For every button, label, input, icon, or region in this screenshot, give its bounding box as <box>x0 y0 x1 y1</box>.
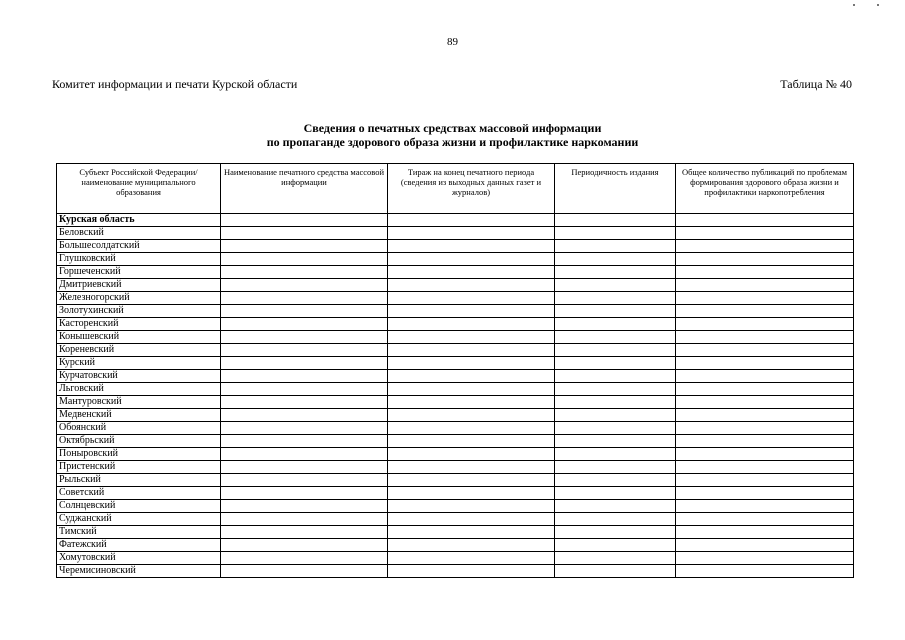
publications-count-cell[interactable] <box>676 253 854 266</box>
municipality-name: Октябрьский <box>57 435 221 448</box>
periodicity-cell[interactable] <box>555 565 676 578</box>
municipality-name: Горшеченский <box>57 266 221 279</box>
municipality-name: Курская область <box>57 214 221 227</box>
municipality-name: Касторенский <box>57 318 221 331</box>
municipality-name: Поныровский <box>57 448 221 461</box>
media-name-cell[interactable] <box>221 292 388 305</box>
publications-count-cell[interactable] <box>676 526 854 539</box>
media-name-cell[interactable] <box>221 513 388 526</box>
media-name-cell[interactable] <box>221 474 388 487</box>
media-name-cell[interactable] <box>221 227 388 240</box>
table-row <box>57 214 854 227</box>
circulation-cell[interactable] <box>388 292 555 305</box>
municipality-name: Пристенский <box>57 461 221 474</box>
municipality-name: Мантуровский <box>57 396 221 409</box>
publications-count-cell[interactable] <box>676 500 854 513</box>
municipality-name: Золотухинский <box>57 305 221 318</box>
publications-count-cell[interactable] <box>676 435 854 448</box>
municipality-name: Тимский <box>57 526 221 539</box>
media-name-cell[interactable] <box>221 552 388 565</box>
publications-count-cell[interactable] <box>676 240 854 253</box>
publications-count-cell[interactable] <box>676 318 854 331</box>
publications-count-cell[interactable] <box>676 513 854 526</box>
media-name-cell[interactable] <box>221 448 388 461</box>
table-row <box>57 435 854 448</box>
media-name-cell[interactable] <box>221 266 388 279</box>
circulation-cell[interactable] <box>388 253 555 266</box>
periodicity-cell[interactable] <box>555 357 676 370</box>
table-row <box>57 331 854 344</box>
table-row <box>57 357 854 370</box>
circulation-cell[interactable] <box>388 500 555 513</box>
circulation-cell[interactable] <box>388 448 555 461</box>
header-subject: Субъект Российской Федерации/наименование муниципального образования <box>57 164 221 214</box>
media-name-cell[interactable] <box>221 435 388 448</box>
municipality-name: Глушковский <box>57 253 221 266</box>
periodicity-cell[interactable] <box>555 383 676 396</box>
circulation-cell[interactable] <box>388 526 555 539</box>
scan-speck <box>853 4 855 6</box>
table-row <box>57 344 854 357</box>
publications-count-cell[interactable] <box>676 409 854 422</box>
committee-name: Комитет информации и печати Курской области <box>52 77 298 91</box>
circulation-cell[interactable] <box>388 396 555 409</box>
media-name-cell[interactable] <box>221 539 388 552</box>
table-row <box>57 448 854 461</box>
circulation-cell[interactable] <box>388 539 555 552</box>
publications-count-cell[interactable] <box>676 565 854 578</box>
table-row <box>57 474 854 487</box>
circulation-cell[interactable] <box>388 266 555 279</box>
circulation-cell[interactable] <box>388 513 555 526</box>
media-name-cell[interactable] <box>221 422 388 435</box>
table-body <box>57 214 854 578</box>
periodicity-cell[interactable] <box>555 526 676 539</box>
circulation-cell[interactable] <box>388 331 555 344</box>
periodicity-cell[interactable] <box>555 292 676 305</box>
circulation-cell[interactable] <box>388 240 555 253</box>
publications-count-cell[interactable] <box>676 227 854 240</box>
publications-count-cell[interactable] <box>676 279 854 292</box>
publications-count-cell[interactable] <box>676 422 854 435</box>
municipality-name: Дмитриевский <box>57 279 221 292</box>
circulation-cell[interactable] <box>388 318 555 331</box>
municipality-name: Фатежский <box>57 539 221 552</box>
media-name-cell[interactable] <box>221 305 388 318</box>
table-row <box>57 370 854 383</box>
title-line-2: по пропаганде здорового образа жизни и профилактике наркомании <box>266 135 639 149</box>
media-name-cell[interactable] <box>221 214 388 227</box>
page-number: 89 <box>447 36 458 48</box>
table-row <box>57 513 854 526</box>
circulation-cell[interactable] <box>388 370 555 383</box>
table-row <box>57 539 854 552</box>
circulation-cell[interactable] <box>388 474 555 487</box>
municipality-name: Медвенский <box>57 409 221 422</box>
header-media-name: Наименование печатного средства массовой информации <box>221 164 388 214</box>
periodicity-cell[interactable] <box>555 487 676 500</box>
media-name-cell[interactable] <box>221 344 388 357</box>
publications-count-cell[interactable] <box>676 266 854 279</box>
municipality-name: Железногорский <box>57 292 221 305</box>
media-name-cell[interactable] <box>221 396 388 409</box>
media-name-cell[interactable] <box>221 487 388 500</box>
municipality-name: Курский <box>57 357 221 370</box>
circulation-cell[interactable] <box>388 305 555 318</box>
periodicity-cell[interactable] <box>555 552 676 565</box>
media-name-cell[interactable] <box>221 318 388 331</box>
table-header-row <box>57 164 854 214</box>
circulation-cell[interactable] <box>388 435 555 448</box>
table-row <box>57 552 854 565</box>
circulation-cell[interactable] <box>388 214 555 227</box>
municipality-name: Кореневский <box>57 344 221 357</box>
scan-speck <box>877 4 879 6</box>
periodicity-cell[interactable] <box>555 422 676 435</box>
media-name-cell[interactable] <box>221 461 388 474</box>
table-row <box>57 227 854 240</box>
municipality-name: Беловский <box>57 227 221 240</box>
periodicity-cell[interactable] <box>555 227 676 240</box>
table-row <box>57 461 854 474</box>
table-number: Таблица № 40 <box>780 77 852 91</box>
circulation-cell[interactable] <box>388 487 555 500</box>
municipality-name: Обоянский <box>57 422 221 435</box>
periodicity-cell[interactable] <box>555 344 676 357</box>
periodicity-cell[interactable] <box>555 266 676 279</box>
header-publications-count: Общее количество публикаций по проблемам формирования здорового образа жизни и профилактики наркопотребления <box>676 164 854 214</box>
publications-count-cell[interactable] <box>676 305 854 318</box>
periodicity-cell[interactable] <box>555 318 676 331</box>
publications-count-cell[interactable] <box>676 474 854 487</box>
circulation-cell[interactable] <box>388 383 555 396</box>
municipality-name: Рыльский <box>57 474 221 487</box>
periodicity-cell[interactable] <box>555 448 676 461</box>
periodicity-cell[interactable] <box>555 513 676 526</box>
publications-count-cell[interactable] <box>676 448 854 461</box>
municipality-name: Курчатовский <box>57 370 221 383</box>
municipality-name: Советский <box>57 487 221 500</box>
circulation-cell[interactable] <box>388 565 555 578</box>
circulation-cell[interactable] <box>388 227 555 240</box>
periodicity-cell[interactable] <box>555 370 676 383</box>
publications-count-cell[interactable] <box>676 461 854 474</box>
table-row <box>57 383 854 396</box>
municipality-name: Хомутовский <box>57 552 221 565</box>
publications-count-cell[interactable] <box>676 370 854 383</box>
table-row <box>57 500 854 513</box>
publications-count-cell[interactable] <box>676 396 854 409</box>
periodicity-cell[interactable] <box>555 331 676 344</box>
media-name-cell[interactable] <box>221 500 388 513</box>
periodicity-cell[interactable] <box>555 214 676 227</box>
publications-count-cell[interactable] <box>676 552 854 565</box>
publications-count-cell[interactable] <box>676 357 854 370</box>
municipality-name: Льговский <box>57 383 221 396</box>
title-line-1: Сведения о печатных средствах массовой информации <box>303 121 602 135</box>
circulation-cell[interactable] <box>388 461 555 474</box>
media-name-cell[interactable] <box>221 565 388 578</box>
circulation-cell[interactable] <box>388 552 555 565</box>
circulation-cell[interactable] <box>388 422 555 435</box>
municipality-name: Черемисиновский <box>57 565 221 578</box>
table-row <box>57 409 854 422</box>
table-row <box>57 253 854 266</box>
table-row <box>57 565 854 578</box>
table-row <box>57 266 854 279</box>
publications-count-cell[interactable] <box>676 539 854 552</box>
header-circulation: Тираж на конец печатного периода (сведения из выходных данных газет и журналов) <box>388 164 555 214</box>
periodicity-cell[interactable] <box>555 435 676 448</box>
municipality-name: Конышевский <box>57 331 221 344</box>
data-table <box>56 163 854 578</box>
periodicity-cell[interactable] <box>555 474 676 487</box>
periodicity-cell[interactable] <box>555 409 676 422</box>
circulation-cell[interactable] <box>388 409 555 422</box>
header-periodicity: Периодичность издания <box>555 164 676 214</box>
periodicity-cell[interactable] <box>555 396 676 409</box>
municipality-name: Солнцевский <box>57 500 221 513</box>
media-name-cell[interactable] <box>221 383 388 396</box>
municipality-name: Большесолдатский <box>57 240 221 253</box>
media-name-cell[interactable] <box>221 409 388 422</box>
publications-count-cell[interactable] <box>676 344 854 357</box>
media-name-cell[interactable] <box>221 253 388 266</box>
media-name-cell[interactable] <box>221 240 388 253</box>
periodicity-cell[interactable] <box>555 500 676 513</box>
table-row <box>57 279 854 292</box>
table-row <box>57 487 854 500</box>
table-row <box>57 240 854 253</box>
media-name-cell[interactable] <box>221 331 388 344</box>
table-row <box>57 422 854 435</box>
publications-count-cell[interactable] <box>676 292 854 305</box>
publications-count-cell[interactable] <box>676 383 854 396</box>
periodicity-cell[interactable] <box>555 461 676 474</box>
circulation-cell[interactable] <box>388 279 555 292</box>
periodicity-cell[interactable] <box>555 240 676 253</box>
municipality-name: Суджанский <box>57 513 221 526</box>
periodicity-cell[interactable] <box>555 539 676 552</box>
media-name-cell[interactable] <box>221 357 388 370</box>
circulation-cell[interactable] <box>388 357 555 370</box>
publications-count-cell[interactable] <box>676 487 854 500</box>
periodicity-cell[interactable] <box>555 253 676 266</box>
media-name-cell[interactable] <box>221 370 388 383</box>
document-title <box>0 121 905 149</box>
publications-count-cell[interactable] <box>676 214 854 227</box>
media-name-cell[interactable] <box>221 526 388 539</box>
table-row <box>57 318 854 331</box>
periodicity-cell[interactable] <box>555 305 676 318</box>
table-row <box>57 396 854 409</box>
table-row <box>57 292 854 305</box>
media-name-cell[interactable] <box>221 279 388 292</box>
circulation-cell[interactable] <box>388 344 555 357</box>
publications-count-cell[interactable] <box>676 331 854 344</box>
table-row <box>57 305 854 318</box>
periodicity-cell[interactable] <box>555 279 676 292</box>
table-row <box>57 526 854 539</box>
